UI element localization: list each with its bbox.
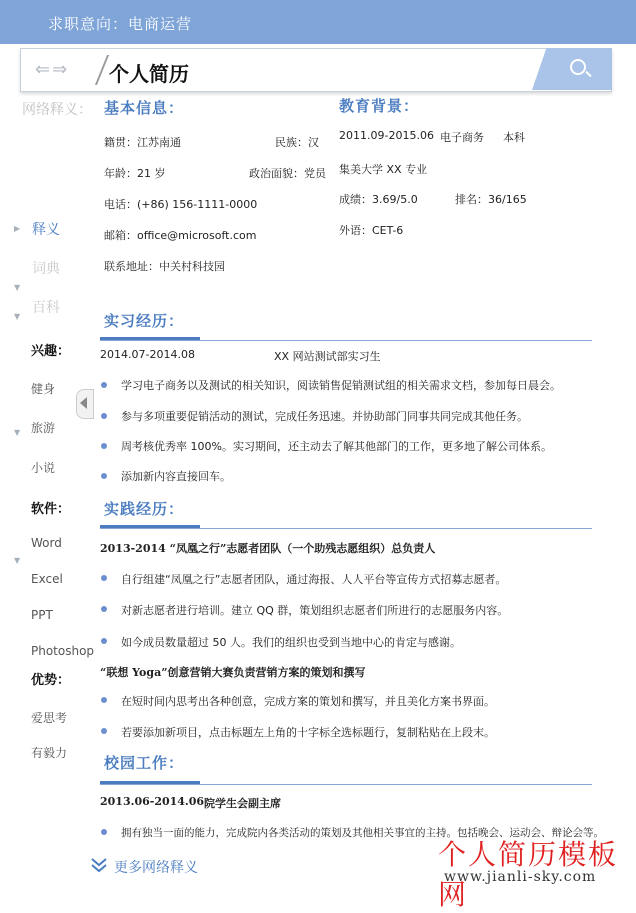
- campus-item: 拥有独当一面的能力，完成院内各类活动的策划及其他相关事宜的主持。包括晚会、运动会、辩论会等。: [121, 827, 604, 839]
- strength-item: 爱思考: [31, 711, 68, 725]
- practice-title: 实践经历：: [104, 500, 185, 518]
- internship-role: XX 网站测试部实习生: [274, 350, 381, 363]
- practice-item: 对新志愿者进行培训。建立 QQ 群，策划组织志愿者们所进行的志愿服务内容。: [121, 604, 509, 617]
- interest-item: 小说: [31, 461, 56, 475]
- practice-item: 如今成员数量超过 50 人。我们的组织也受到当地中心的肯定与感谢。: [121, 636, 461, 649]
- tab-dictionary[interactable]: 词典: [32, 261, 60, 277]
- bullet-icon: [101, 829, 107, 835]
- section-rule: [100, 340, 592, 341]
- bullet-icon: [101, 575, 107, 581]
- address: 联系地址：中关村科技园: [104, 260, 225, 273]
- education-school: 集美大学 XX 专业: [339, 163, 428, 176]
- strength-item-clipped: [31, 744, 68, 760]
- age: 年龄：21 岁: [104, 167, 166, 180]
- triangle-down-icon: ▼: [14, 283, 21, 292]
- separator: [81, 55, 109, 85]
- double-chevron-down-icon: [90, 856, 108, 878]
- watermark-url: www.jianli-sky.com: [444, 869, 597, 885]
- search-button[interactable]: [532, 48, 612, 90]
- bullet-icon: [101, 638, 107, 644]
- internship-item: 参与多项重要促销活动的测试，完成任务迅速。并协助部门同事共同完成其他任务。: [121, 410, 528, 423]
- bullet-icon: [101, 443, 107, 449]
- chevron-left-icon: [80, 397, 87, 409]
- bullet-icon: [101, 382, 107, 388]
- education-period: 2011.09-2015.06: [339, 129, 434, 142]
- education-rank: 排名：36/165: [455, 193, 527, 206]
- triangle-down-icon: ▼: [14, 312, 21, 321]
- basic-info-title: 基本信息：: [104, 99, 185, 117]
- political-status: 政治面貌：党员: [249, 167, 326, 180]
- strength-item: 有毅力: [31, 746, 68, 760]
- phone: 电话：(+86) 156-1111-0000: [104, 198, 258, 211]
- top-banner: [0, 0, 636, 44]
- tab-encyclopedia[interactable]: 百科: [32, 300, 60, 316]
- web-definition-label: 网络释义：: [22, 102, 92, 118]
- search-icon-handle: [585, 71, 591, 77]
- ethnicity: 民族：汉: [275, 136, 319, 149]
- bullet-icon: [101, 606, 107, 612]
- triangle-down-icon: ▼: [14, 556, 21, 565]
- practice-heading: “联想 Yoga”创意营销大赛负责营销方案的策划和撰写: [100, 666, 366, 679]
- section-rule: [100, 528, 592, 529]
- software-title: 软件：: [31, 502, 71, 517]
- strengths-title: 优势：: [31, 673, 71, 688]
- triangle-down-icon: ▼: [14, 428, 21, 437]
- search-icon: [570, 59, 586, 75]
- internship-title: 实习经历：: [104, 312, 185, 330]
- job-intention: 求职意向：电商运营: [48, 15, 193, 33]
- tab-definition[interactable]: 释义: [32, 222, 60, 238]
- bullet-icon: [101, 697, 107, 703]
- education-language: 外语：CET-6: [339, 224, 404, 237]
- native-place: 籍贯：江苏南通: [104, 136, 181, 149]
- more-definitions-link[interactable]: 更多网络释义: [114, 860, 198, 876]
- section-rule: [100, 784, 592, 785]
- education-major: 电子商务: [440, 131, 484, 144]
- practice-heading: 2013-2014 “凤凰之行”志愿者团队（一个助残志愿组织）总负责人: [100, 542, 436, 555]
- interest-item: 健身: [31, 382, 56, 396]
- software-item: Word: [31, 536, 62, 550]
- back-forward-icon[interactable]: ⇐⇒: [35, 59, 70, 80]
- campus-title: 校园工作：: [104, 754, 185, 772]
- campus-role: 院学生会副主席: [204, 797, 281, 810]
- practice-item: 在短时间内思考出各种创意，完成方案的策划和撰写，并且美化方案书界面。: [121, 695, 495, 708]
- collapse-panel-button[interactable]: [76, 389, 94, 419]
- internship-period: 2014.07-2014.08: [100, 348, 195, 361]
- software-item: Excel: [31, 572, 63, 586]
- bullet-icon: [101, 473, 107, 479]
- practice-item: 自行组建“凤凰之行”志愿者团队，通过海报、人人平台等宣传方式招募志愿者。: [121, 573, 507, 586]
- campus-period: 2013.06-2014.06: [100, 795, 205, 808]
- education-grade: 成绩：3.69/5.0: [339, 193, 418, 206]
- bullet-icon: [101, 413, 107, 419]
- watermark-title: 个人简历模板网: [438, 838, 619, 911]
- practice-item: 若要添加新项目，点击标题左上角的十字标全选标题行，复制粘贴在上段末。: [121, 726, 495, 739]
- software-item: PPT: [31, 608, 53, 622]
- internship-item: 周考核优秀率 100%。实习期间，还主动去了解其他部门的工作，更多地了解公司体系。: [121, 440, 552, 453]
- software-item: Photoshop: [31, 644, 95, 658]
- education-degree: 本科: [503, 131, 525, 144]
- triangle-right-icon: ▶: [14, 224, 21, 233]
- interests-title: 兴趣：: [31, 344, 71, 359]
- internship-item: 学习电子商务以及测试的相关知识，阅读销售促销测试组的相关需求文档，参加每日晨会。: [121, 379, 561, 392]
- search-input[interactable]: 个人简历: [109, 62, 189, 86]
- bullet-icon: [101, 728, 107, 734]
- interest-item: 旅游: [31, 421, 56, 435]
- internship-item: 添加新内容直接回车。: [121, 470, 231, 483]
- email: 邮箱：office@microsoft.com: [104, 229, 257, 242]
- education-title: 教育背景：: [339, 97, 420, 115]
- search-bar: [20, 48, 612, 92]
